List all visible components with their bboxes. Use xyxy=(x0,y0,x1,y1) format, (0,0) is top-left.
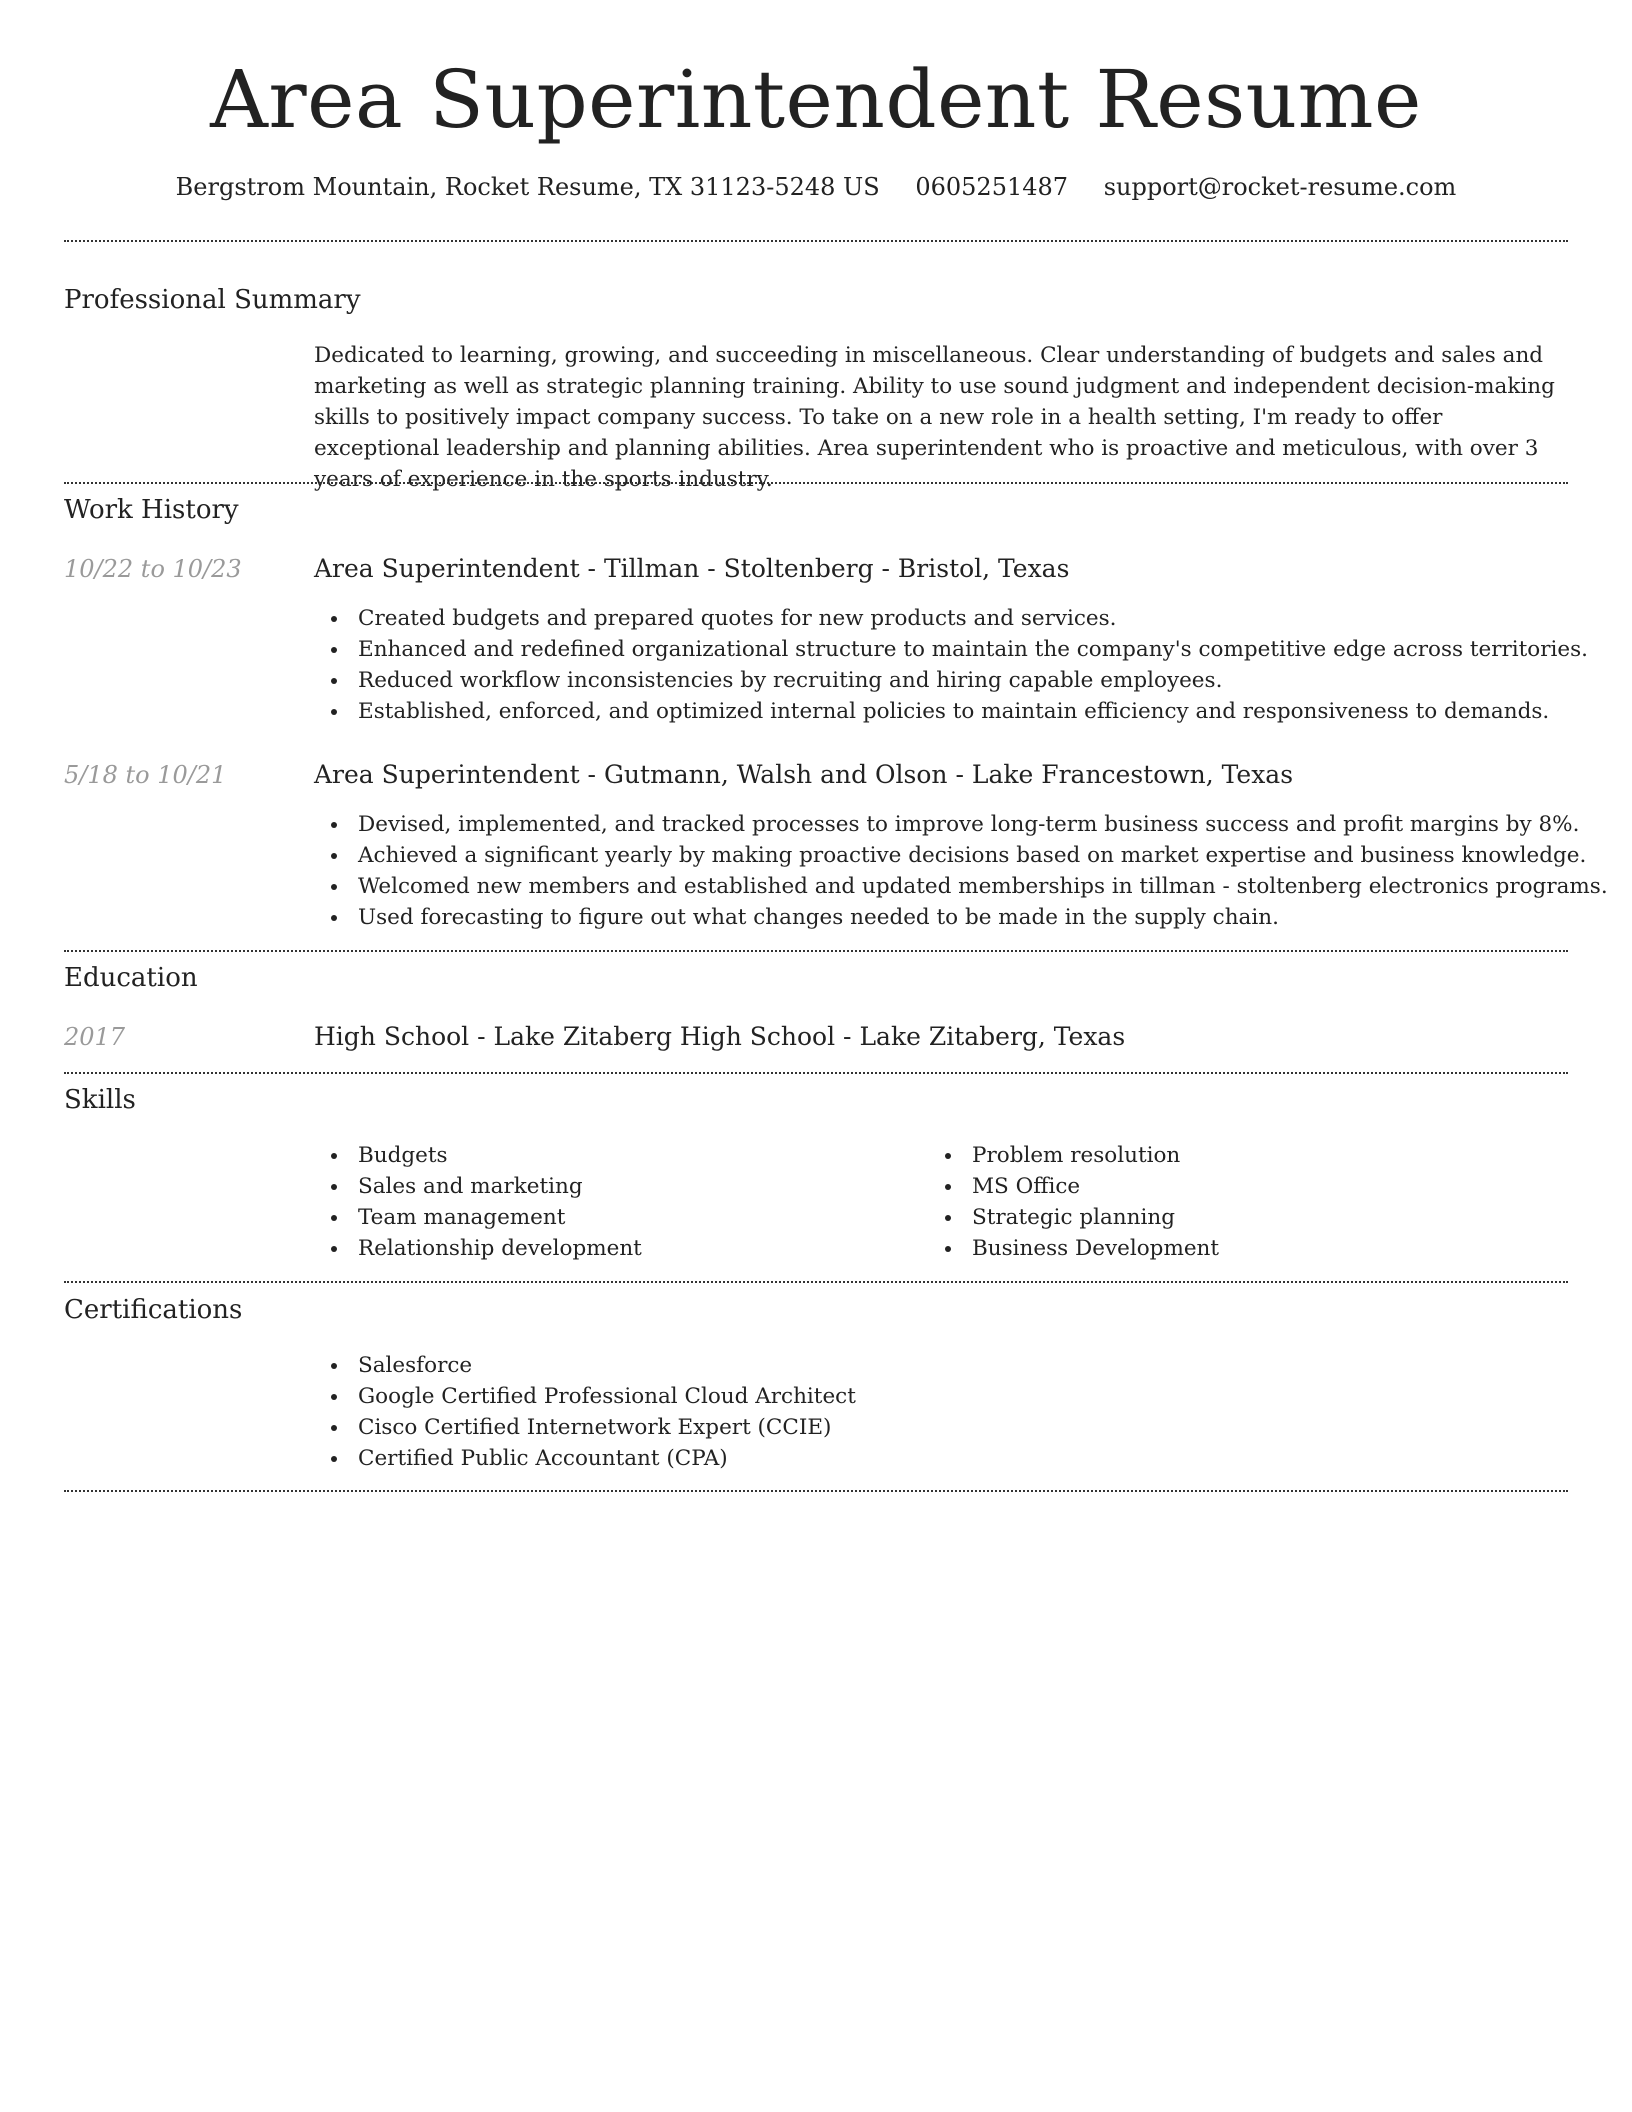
list-item: Strategic planning xyxy=(928,1202,1219,1233)
divider xyxy=(64,482,1568,484)
section-heading-summary: Professional Summary xyxy=(64,285,361,315)
list-item: Team management xyxy=(314,1202,642,1233)
contact-phone: 0605251487 xyxy=(915,173,1069,201)
contact-address: Bergstrom Mountain, Rocket Resume, TX 31123-5248 US xyxy=(175,173,880,201)
list-item: Devised, implemented, and tracked processes to improve long-term business success and profit margins by 8%. xyxy=(314,809,1608,840)
contact-email: support@rocket-resume.com xyxy=(1103,173,1457,201)
list-item: Salesforce xyxy=(314,1350,856,1381)
section-heading-certifications: Certifications xyxy=(64,1295,243,1325)
resume-title: Area Superintendent Resume xyxy=(210,53,1422,146)
divider xyxy=(64,1281,1568,1283)
job-dates: 5/18 to 10/21 xyxy=(64,761,227,789)
section-heading-work-history: Work History xyxy=(64,495,239,525)
job-dates: 10/22 to 10/23 xyxy=(64,555,242,583)
list-item: Business Development xyxy=(928,1233,1219,1264)
list-item: Cisco Certified Internetwork Expert (CCIE) xyxy=(314,1412,856,1443)
education-title: High School - Lake Zitaberg High School - Lake Zitaberg, Texas xyxy=(314,1022,1126,1051)
section-heading-education: Education xyxy=(64,963,198,993)
divider xyxy=(64,1072,1568,1074)
section-heading-skills: Skills xyxy=(64,1085,136,1115)
list-item: MS Office xyxy=(928,1171,1219,1202)
list-item: Created budgets and prepared quotes for new products and services. xyxy=(314,603,1588,634)
divider xyxy=(64,1490,1568,1492)
list-item: Welcomed new members and established and updated memberships in tillman - stoltenberg electronics programs. xyxy=(314,871,1608,902)
list-item: Used forecasting to figure out what changes needed to be made in the supply chain. xyxy=(314,902,1608,933)
skills-list-right xyxy=(928,1140,1219,1264)
list-item: Certified Public Accountant (CPA) xyxy=(314,1443,856,1474)
list-item: Achieved a significant yearly by making proactive decisions based on market expertise and business knowledge. xyxy=(314,840,1608,871)
summary-text: Dedicated to learning, growing, and succeeding in miscellaneous. Clear understanding of budgets and sales and marketing as well as strategic planning training. Ability to use sound judgment and independent decision-making skills to positively impact company success. To take on a new role in a health setting, I'm ready to offer exceptional leadership and planning abilities. Area superintendent who is proactive and meticulous, with over 3 years of experience in the sports industry. xyxy=(314,343,1555,492)
list-item: Enhanced and redefined organizational structure to maintain the company's competitive edge across territories. xyxy=(314,634,1588,665)
divider xyxy=(64,240,1568,242)
list-item: Established, enforced, and optimized internal policies to maintain efficiency and responsiveness to demands. xyxy=(314,696,1588,727)
list-item: Google Certified Professional Cloud Architect xyxy=(314,1381,856,1412)
list-item: Sales and marketing xyxy=(314,1171,642,1202)
skills-list-left xyxy=(314,1140,642,1264)
contact-line xyxy=(0,170,1632,204)
list-item: Budgets xyxy=(314,1140,642,1171)
job-bullets xyxy=(314,603,1588,727)
list-item: Reduced workflow inconsistencies by recruiting and hiring capable employees. xyxy=(314,665,1588,696)
job-title: Area Superintendent - Tillman - Stoltenberg - Bristol, Texas xyxy=(314,554,1070,583)
list-item: Problem resolution xyxy=(928,1140,1219,1171)
job-title: Area Superintendent - Gutmann, Walsh and Olson - Lake Francestown, Texas xyxy=(314,760,1294,789)
job-bullets xyxy=(314,809,1608,933)
education-date: 2017 xyxy=(64,1023,126,1051)
divider xyxy=(64,950,1568,952)
certifications-list xyxy=(314,1350,856,1474)
list-item: Relationship development xyxy=(314,1233,642,1264)
